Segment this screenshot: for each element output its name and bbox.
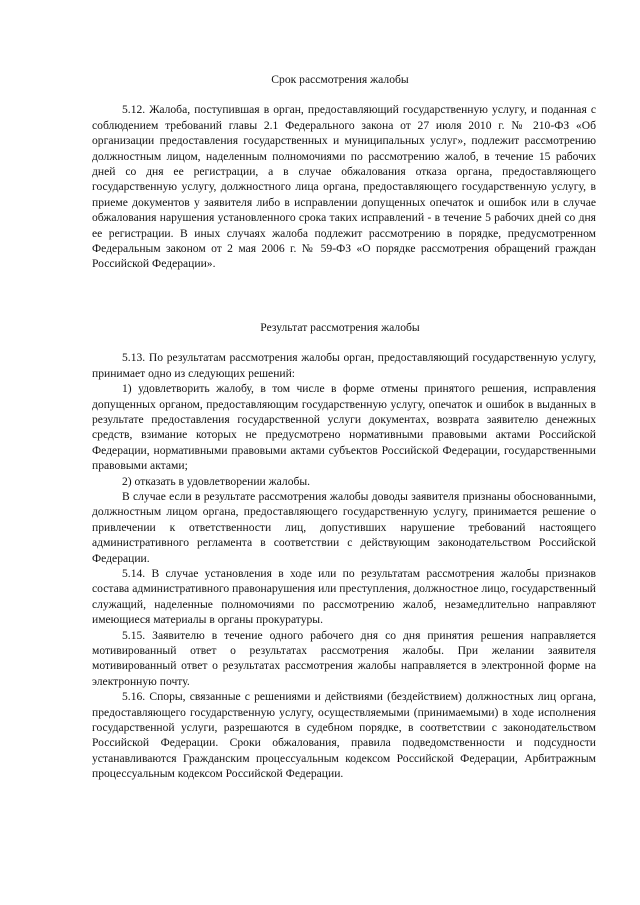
paragraph-5-12: 5.12. Жалоба, поступившая в орган, предоставляющий государственную услугу, и поданная с соблюдением требований главы 2.1 Федерального закона от 27 июля 2010 г. № 210-ФЗ «Об организации предоставления государственных и муниципальных услуг», подлежит рассмотрению должностным лицом, наделенным полномочиями по рассмотрению жалоб, в течение 15 рабочих дней со дня ее регистрации, а в случае обжалования отказа органа, предоставляющего государственную услугу, должностного лица органа, предоставляющего государственную услугу, в приеме документов у заявителя либо в исправлении допущенных опечаток и ошибок или в случае обжалования нарушения установленного срока таких исправлений - в течение 5 рабочих дней со дня ее регистрации. В иных случаях жалоба подлежит рассмотрению в порядке, предусмотренном Федеральным законом от 2 мая 2006 г. № 59-ФЗ «О порядке рассмотрения обращений граждан Российской Федерации».: [92, 103, 596, 271]
paragraph-decision-2: 2) отказать в удовлетворении жалобы.: [122, 474, 311, 488]
paragraph-5-14: 5.14. В случае установления в ходе или по результатам рассмотрения жалобы признаков состава административного правонарушения или преступления, должностное лицо, государственный служащий, наделенные полномочиями по рассмотрению жалоб, незамедлительно направляют имеющиеся материалы в органы прокуратуры.: [92, 566, 596, 627]
heading-review-result: Результат рассмотрения жалобы: [260, 320, 420, 334]
paragraph-5-13: 5.13. По результатам рассмотрения жалобы орган, предоставляющий государственную услугу, принимает одно из следующих решений:: [92, 351, 596, 380]
paragraph-5-15: 5.15. Заявителю в течение одного рабочего дня со дня принятия решения направляется мотивированный ответ о результатах рассмотрения жалобы. При желании заявителя мотивированный ответ о результатах рассмотрения жалобы направляется в электронной форме на электронную почту.: [92, 628, 596, 688]
paragraph-liability: В случае если в результате рассмотрения жалобы доводы заявителя признаны обоснованными, должностным лицом органа, предоставляющего государственную услугу, принимается решение о привлечении к ответственности лиц, допустивших нарушение требований настоящего административного регламента в соответствии с действующим законодательством Российской Федерации.: [92, 489, 596, 565]
section-review-result: [92, 320, 596, 782]
paragraph-5-16: 5.16. Споры, связанные с решениями и действиями (бездействием) должностных лиц органа, предоставляющего государственную услугу, осуществляемыми (принимаемыми) в ходе исполнения государственной услуги, разрешаются в судебном порядке, в соответствии с законодательством Российской Федерации. Сроки обжалования, правила подведомственности и подсудности устанавливаются Гражданским процессуальным кодексом Российской Федерации, Арбитражным процессуальным кодексом Российской Федерации.: [92, 690, 596, 781]
paragraph-decision-1: 1) удовлетворить жалобу, в том числе в форме отмены принятого решения, исправления допущенных органом, предоставляющим государственную услугу, опечаток и ошибок в выданных в результате предоставления государственной услуги документах, возврата заявителю денежных средств, взимание которых не предусмотрено нормативными правовыми актами Российской Федерации, нормативными правовыми актами субъектов Российской Федерации, государственными правовыми актами;: [92, 382, 596, 473]
heading-review-period: Срок рассмотрения жалобы: [271, 73, 409, 86]
section-review-period: [92, 72, 596, 272]
